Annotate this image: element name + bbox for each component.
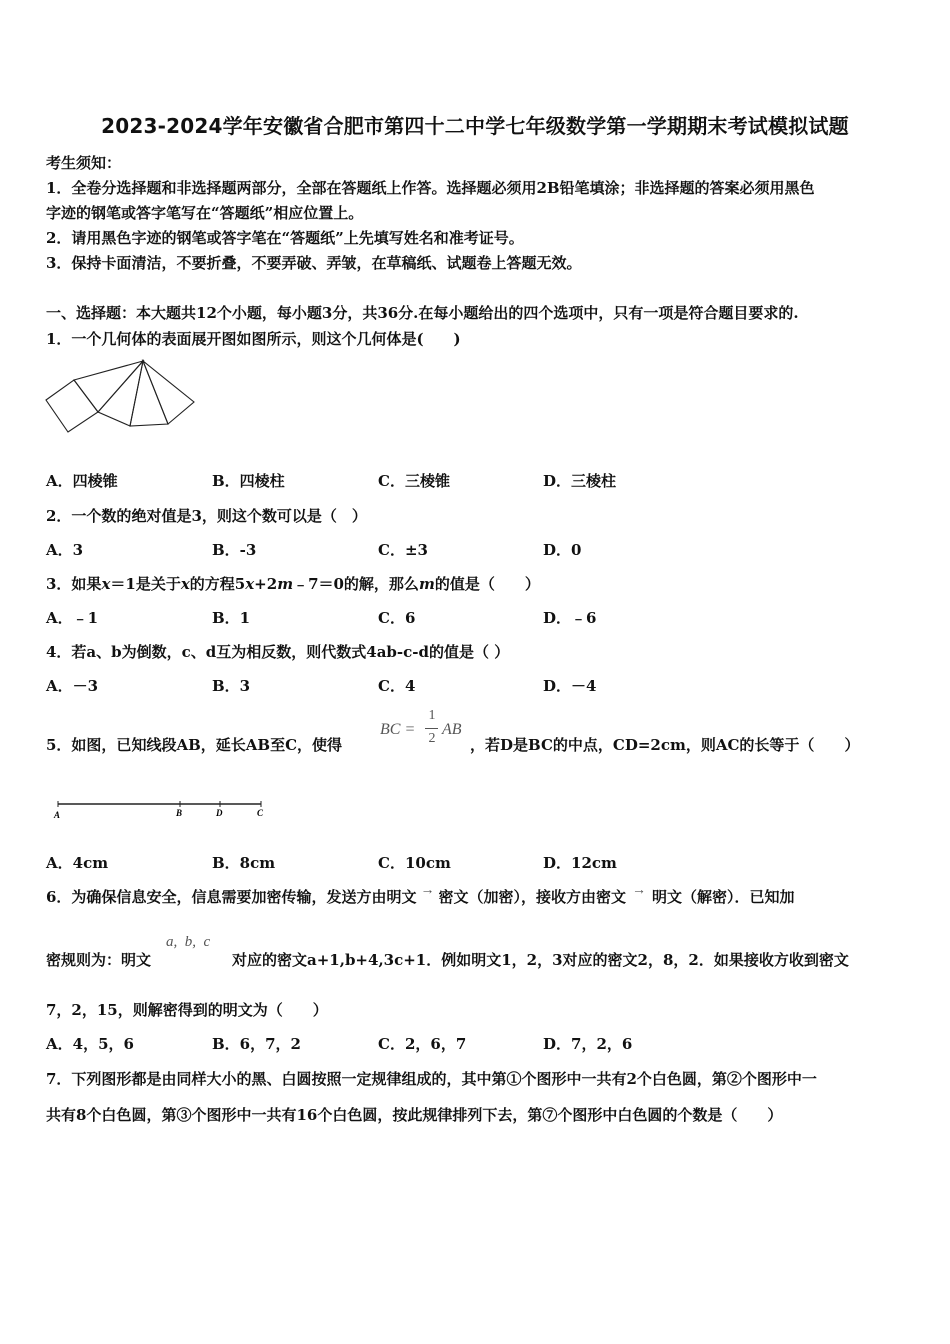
q3-option-a[interactable]: A．﹣1	[46, 609, 99, 627]
q5-stem-post: ，若D是BC的中点，CD=2cm，则AC的长等于（ ）	[470, 736, 860, 754]
q1-net-square	[46, 380, 98, 432]
q1-option-d[interactable]: D．三棱柱	[543, 472, 617, 490]
q3-var: x	[101, 575, 111, 593]
q1-option-b[interactable]: B．四棱柱	[212, 472, 285, 490]
q5-option-d[interactable]: D．12cm	[543, 854, 617, 872]
q1-net-triangle-3	[130, 361, 168, 426]
q5-option-c[interactable]: C．10cm	[378, 854, 451, 872]
q3-text: +2	[254, 575, 278, 593]
q4-option-b[interactable]: B．3	[212, 677, 251, 695]
q7-line-2: 共有8个白色圆，第③个图形中一共有16个白色圆，按此规律排列下去，第⑦个图形中白色圆的个数是（ ）	[46, 1106, 783, 1124]
q4-option-c[interactable]: C．4	[378, 677, 416, 695]
notice-line-3: 3．保持卡面清洁，不要折叠，不要弄破、弄皱，在草稿纸、试题卷上答题无效。	[46, 254, 582, 272]
q3-text: ＝1是关于	[110, 575, 181, 593]
q3-var: x	[245, 575, 255, 593]
page-title: 2023-2024学年安徽省合肥市第四十二中学七年级数学第一学期期末考试模拟试题	[101, 114, 849, 138]
q6-text: 明文（解密）．已知加	[651, 888, 795, 906]
q1-net-triangle-1	[74, 361, 143, 412]
q4-option-a[interactable]: A．－3	[46, 677, 99, 695]
q1-option-a[interactable]: A．四棱锥	[46, 472, 118, 490]
q3-var: x	[180, 575, 190, 593]
q5-formula-fraction-bar	[425, 728, 438, 729]
q3-text: 的值是（ ）	[434, 575, 540, 593]
q1-net-triangle-4	[143, 361, 194, 424]
q3-text: 3．如果	[46, 575, 102, 593]
notice-line-1b: 字迹的钢笔或答字笔写在“答题纸”相应位置上。	[46, 204, 364, 222]
q5-formula-lhs: BC =	[380, 721, 416, 738]
q6-option-d[interactable]: D．7，2，6	[543, 1035, 633, 1053]
q6-line-3: 7，2，15，则解密得到的明文为（ ）	[46, 1001, 328, 1019]
q6-arrow: →	[631, 883, 646, 898]
q4-stem: 4．若a、b为倒数，c、d互为相反数，则代数式4ab-c-d的值是（ ）	[46, 643, 510, 661]
q2-option-c[interactable]: C．±3	[378, 541, 428, 559]
q6-line-2a: 密规则为：明文	[46, 951, 152, 969]
q5-option-a[interactable]: A．4cm	[46, 854, 109, 872]
q5-segment-figure	[50, 798, 270, 822]
q2-option-d[interactable]: D．0	[543, 541, 582, 559]
notice-line-1a: 1．全卷分选择题和非选择题两部分，全部在答题纸上作答。选择题必须用2B铅笔填涂；非选择题的答案必须用黑色	[46, 179, 815, 197]
q3-var: m	[418, 575, 435, 593]
q2-option-a[interactable]: A．3	[46, 541, 84, 559]
q3-option-d[interactable]: D．﹣6	[543, 609, 597, 627]
q3-option-b[interactable]: B．1	[212, 609, 251, 627]
q1-option-c[interactable]: C．三棱锥	[378, 472, 450, 490]
q5-label-d: D	[216, 808, 223, 818]
q6-option-b[interactable]: B．6，7，2	[212, 1035, 301, 1053]
q3-stem	[46, 573, 540, 594]
q6-text: 密文（加密），接收方由密文	[438, 888, 626, 906]
q6-option-c[interactable]: C．2，6，7	[378, 1035, 467, 1053]
q5-stem-pre: 5．如图，已知线段AB，延长AB至C，使得	[46, 736, 343, 754]
q6-line-1	[46, 883, 795, 907]
q6-arrow: →	[420, 883, 435, 898]
q5-formula-numerator: 1	[428, 708, 436, 723]
q6-text: 6．为确保信息安全，信息需要加密传输，发送方由明文	[46, 888, 417, 906]
q5-formula-denominator: 2	[428, 731, 436, 746]
q3-text: ﹣7＝0的解，那么	[293, 575, 419, 593]
q5-label-b: B	[176, 808, 183, 818]
q5-label-c: C	[257, 808, 264, 818]
q3-var: m	[277, 575, 294, 593]
q3-text: 的方程5	[189, 575, 246, 593]
q4-option-d[interactable]: D．－4	[543, 677, 597, 695]
notice-heading: 考生须知：	[46, 154, 122, 172]
q6-option-a[interactable]: A．4，5，6	[46, 1035, 134, 1053]
q5-formula-rhs: AB	[442, 721, 462, 738]
q3-option-c[interactable]: C．6	[378, 609, 416, 627]
notice-line-2: 2．请用黑色字迹的钢笔或答字笔在“答题纸”上先填写姓名和准考证号。	[46, 229, 524, 247]
q5-option-b[interactable]: B．8cm	[212, 854, 276, 872]
q2-option-b[interactable]: B．-3	[212, 541, 257, 559]
q7-line-1: 7．下列图形都是由同样大小的黑、白圆按照一定规律组成的，其中第①个图形中一共有2个白色圆，第②个图形中一	[46, 1070, 817, 1088]
q2-stem: 2．一个数的绝对值是3，则这个数可以是（ ）	[46, 507, 367, 525]
q1-stem: 1．一个几何体的表面展开图如图所示，则这个几何体是( )	[46, 330, 461, 348]
q6-line-2b: 对应的密文a+1,b+4,3c+1．例如明文1，2，3对应的密文2，8，2．如果接收方收到密文	[232, 951, 849, 969]
q5-label-a: A	[54, 810, 61, 820]
section-heading: 一、选择题：本大题共12个小题，每小题3分，共36分.在每小题给出的四个选项中，只有一项是符合题目要求的.	[46, 304, 799, 322]
q6-variables: a, b, c	[166, 934, 211, 950]
q1-net-figure	[40, 358, 200, 438]
